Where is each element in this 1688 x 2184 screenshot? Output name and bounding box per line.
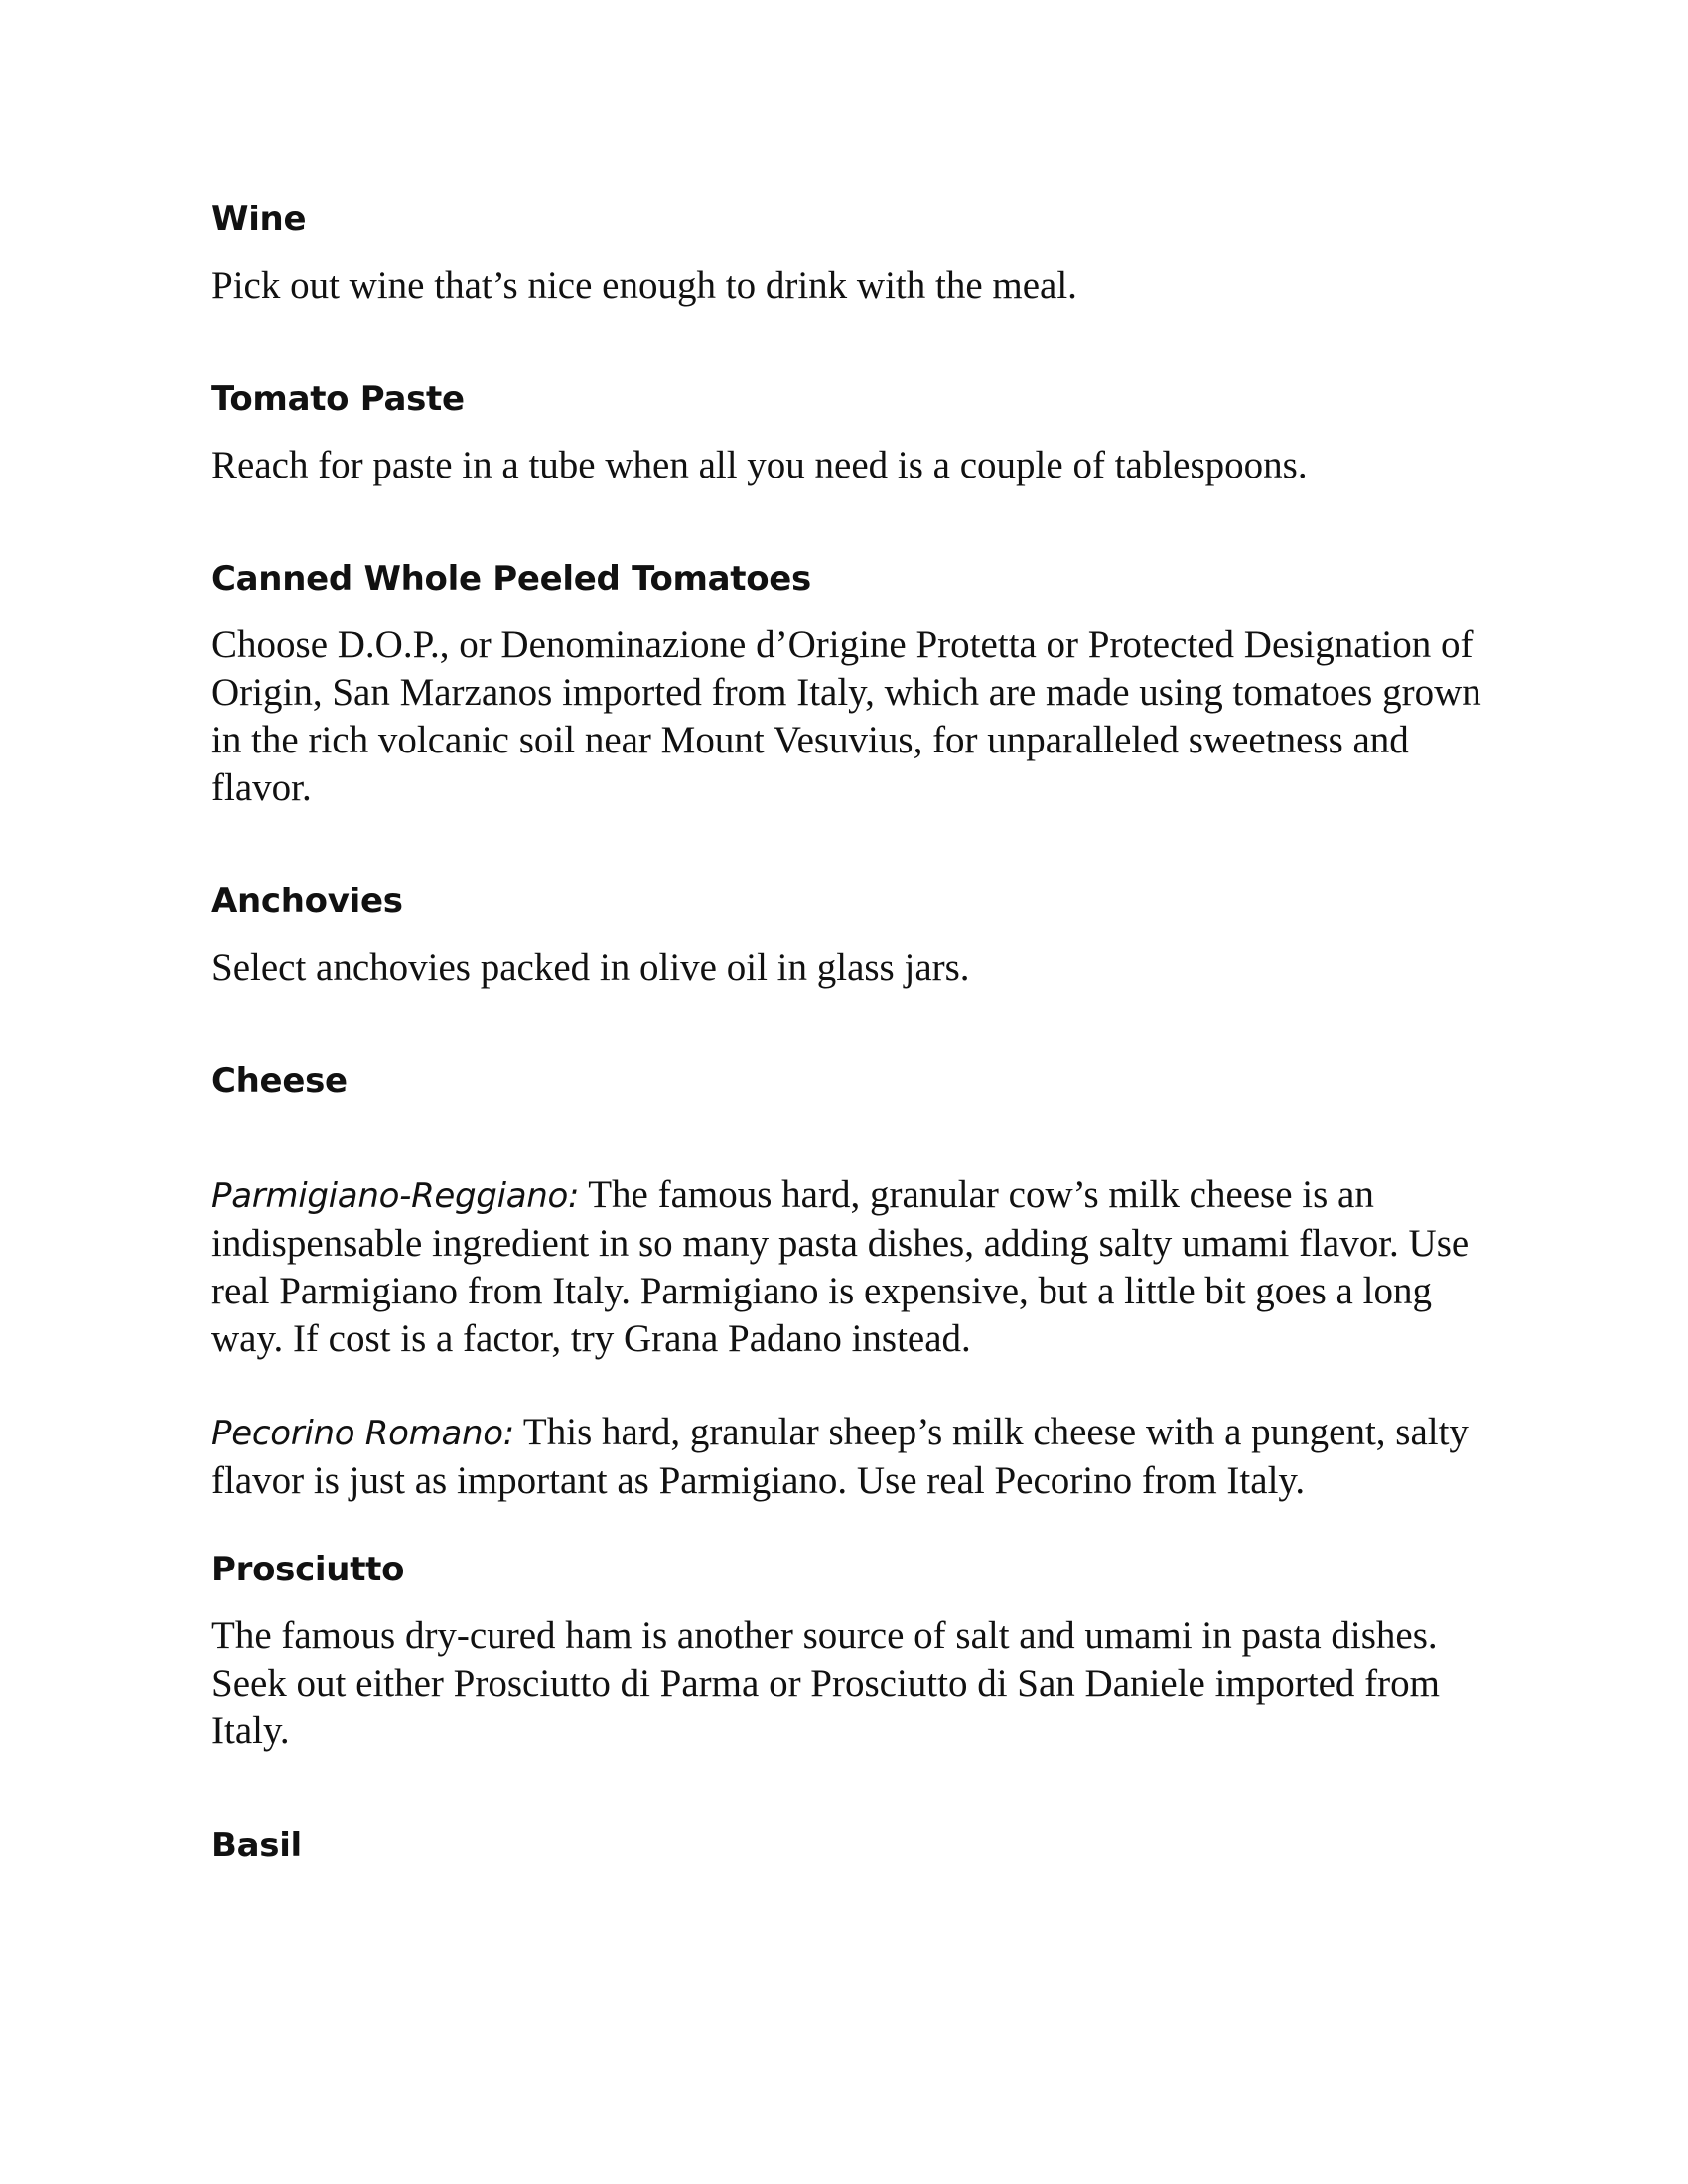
section-prosciutto xyxy=(211,1549,1502,1755)
section-paragraph: Choose D.O.P., or Denominazione d’Origine Protetta or Protected Designation of Origin, San Marzanos imported from Italy, which are made using tomatoes grown in the rich volcanic soil near Mount Vesuvius, for unparalleled sweetness and flavor. xyxy=(211,623,1481,809)
section-heading: Basil xyxy=(211,1826,302,1865)
section-heading: Anchovies xyxy=(211,882,403,921)
section-heading: Cheese xyxy=(211,1061,348,1101)
section-paragraph: Select anchovies packed in olive oil in glass jars. xyxy=(211,946,970,989)
paragraph-lead: Parmigiano-Reggiano: xyxy=(211,1176,580,1216)
paragraph-lead: Pecorino Romano: xyxy=(211,1414,514,1453)
section-anchovies xyxy=(211,881,1502,992)
paragraph-text: The famous hard, granular cow’s milk cheese is an indispensable ingredient in so many pasta dishes, adding salty umami flavor. Use real Parmigiano from Italy. Parmigiano is expensive, but a little bit goes a long way. If cost is a factor, try Grana Padano instead. xyxy=(211,1173,1470,1360)
section-canned-tomatoes xyxy=(211,558,1502,812)
section-paragraph: Pick out wine that’s nice enough to drink with the meal. xyxy=(211,264,1077,307)
section-basil xyxy=(211,1825,1502,1866)
section-heading: Wine xyxy=(211,200,307,239)
paragraph-text: This hard, granular sheep’s milk cheese with a pungent, salty flavor is just as important as Parmigiano. Use real Pecorino from Italy. xyxy=(211,1411,1469,1502)
section-paragraph: The famous dry-cured ham is another source of salt and umami in pasta dishes. Seek out either Prosciutto di Parma or Prosciutto di San Daniele imported from Italy. xyxy=(211,1614,1440,1752)
section-heading: Canned Whole Peeled Tomatoes xyxy=(211,559,811,599)
section-tomato-paste xyxy=(211,378,1502,489)
section-heading: Prosciutto xyxy=(211,1550,405,1589)
section-cheese xyxy=(211,1060,1502,1505)
section-wine xyxy=(211,199,1502,310)
section-heading: Tomato Paste xyxy=(211,379,465,419)
section-paragraph xyxy=(211,1409,1502,1505)
section-paragraph: Reach for paste in a tube when all you need is a couple of tablespoons. xyxy=(211,444,1308,486)
section-paragraph xyxy=(211,1171,1502,1363)
